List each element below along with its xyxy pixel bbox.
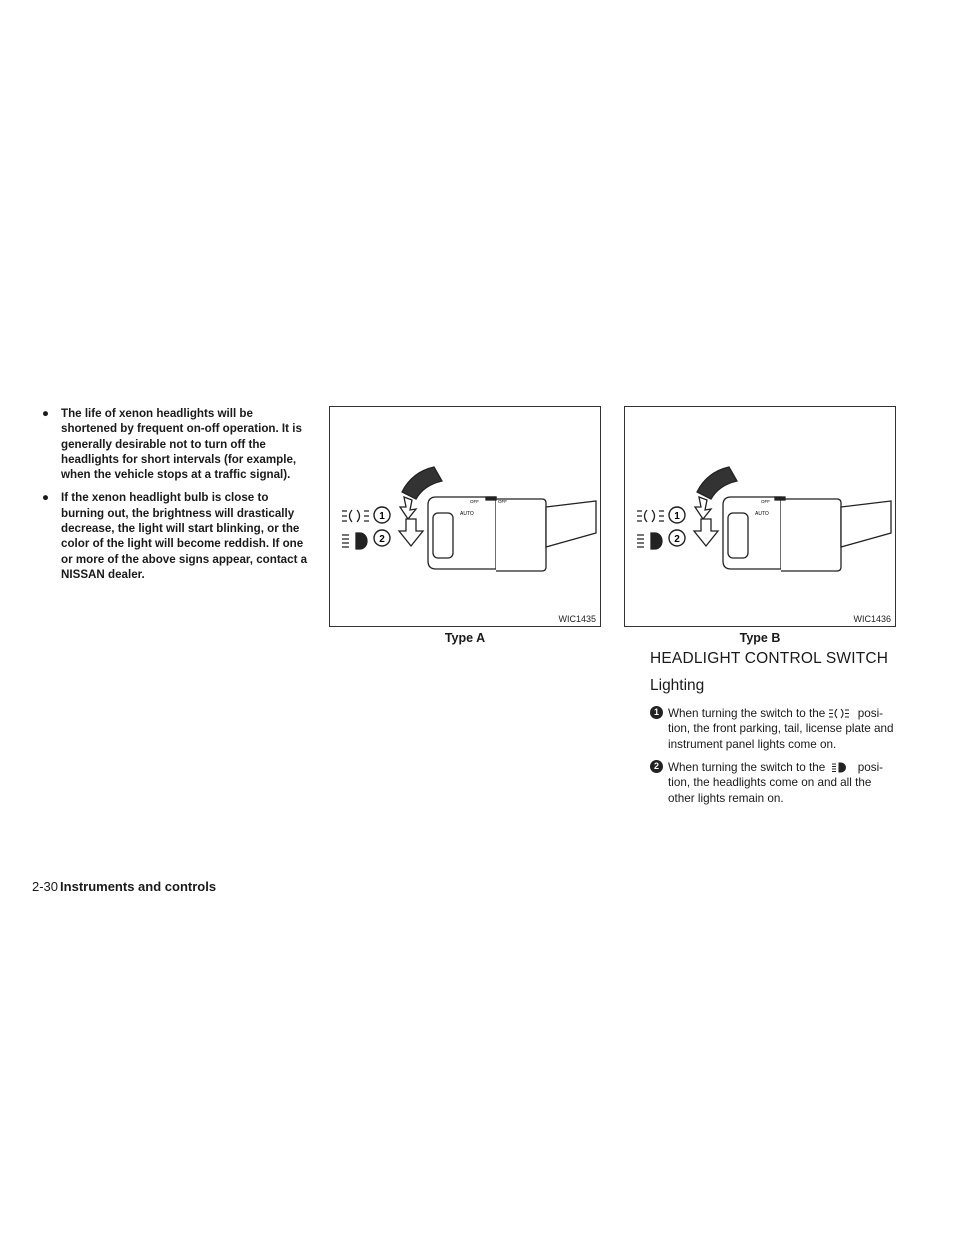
bullet: ●	[42, 491, 50, 505]
callout-1-label: 1	[379, 511, 385, 522]
step-number: 1	[650, 706, 663, 719]
headlight-symbol	[342, 533, 367, 549]
step-text	[650, 760, 898, 806]
step-text	[650, 706, 898, 752]
warning-text: If the xenon headlight bulb is close to burning out, the brightness will drastically decrease, the light will start blinking, or the color of the light will become reddish. If one or more of the above signs appear, contact a NISSAN dealer.	[61, 491, 308, 581]
step-item	[650, 706, 898, 752]
step-number: 2	[650, 760, 663, 773]
step-text-after: posi-tion, the front parking, tail, license plate and instrument panel lights come on.	[668, 707, 894, 751]
figure-code: WIC1436	[853, 614, 891, 624]
warning-item	[42, 406, 308, 482]
bullet: ●	[42, 407, 50, 420]
parking-light-symbol	[637, 510, 664, 522]
figure-type-a	[329, 406, 601, 627]
warning-item	[42, 490, 308, 582]
page-footer	[32, 879, 216, 894]
figure-caption: Type B	[739, 631, 781, 645]
section-heading: HEADLIGHT CONTROL SWITCH	[650, 650, 889, 667]
figure-caption: Type A	[444, 631, 486, 645]
switch-stalk	[428, 497, 596, 571]
page-number: 2-30	[32, 879, 59, 894]
off-label: OFF	[761, 499, 770, 504]
parking-light-icon	[828, 708, 854, 719]
step-text-before: When turning the switch to the	[668, 761, 826, 774]
step-text-after: posi-tion, the headlights come on and all the other lights remain on.	[668, 761, 884, 805]
warning-text: The life of xenon headlights will be shortened by frequent on-off operation. It is generally desirable not to turn off the headlights for short intervals (for example, when the vehicle stops at a traffic signal).	[61, 407, 302, 482]
parking-light-symbol	[342, 510, 369, 522]
warning-list	[42, 406, 308, 590]
step-text-before: When turning the switch to the	[668, 707, 826, 720]
sub-heading: Lighting	[650, 677, 705, 694]
switch-stalk	[723, 497, 891, 571]
figure-code: WIC1435	[558, 614, 596, 624]
callout-2-label: 2	[379, 534, 385, 545]
off-label: OFF	[470, 499, 479, 504]
auto-label: AUTO	[755, 511, 769, 517]
figure-type-b	[624, 406, 896, 627]
headlight-switch-illustration	[625, 407, 895, 626]
step-item	[650, 760, 898, 806]
chapter-title: Instruments and controls	[60, 879, 217, 894]
headlight-icon	[828, 762, 854, 773]
headlight-switch-illustration	[330, 407, 600, 626]
auto-label: AUTO	[460, 511, 474, 517]
callout-1-label: 1	[674, 511, 680, 522]
off-label: OFF	[498, 499, 507, 504]
callout-2-label: 2	[674, 534, 680, 545]
headlight-symbol	[637, 533, 662, 549]
